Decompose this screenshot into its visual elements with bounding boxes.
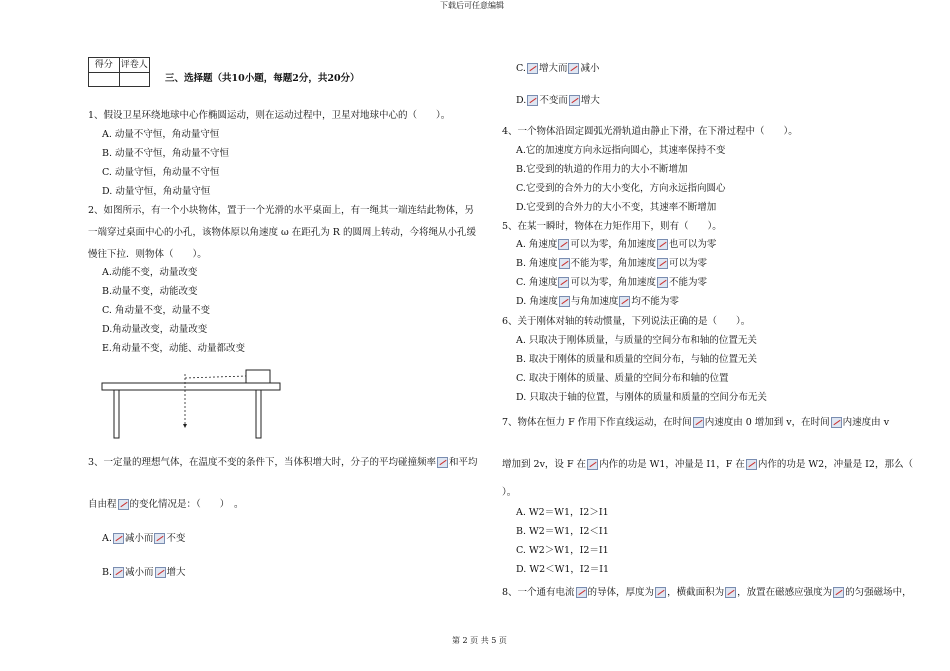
q4-option-d: D.它受到的合外力的大小不变，其速率不断增加 (516, 202, 717, 213)
score-box (88, 57, 150, 87)
q7-line3: ）。 (502, 487, 517, 498)
q3-option-a: A. 减小而 不变 (102, 533, 186, 544)
symbol-icon (527, 63, 538, 74)
area-symbol-icon (725, 587, 736, 598)
q2-stem-line2: 一端穿过桌面中心的小孔，该物体原以角速度 ω 在距孔为 R 的圆周上转动，今将绳从小孔缓 (88, 227, 476, 238)
q7-line2: 增加到 2v，设 F 在 内作的功是 W1，冲量是 I1，F 在 内作的功是 W2，冲量是 I2，那么（ (502, 459, 913, 470)
q7-option-c: C. W2＞W1，I2＝I1 (516, 545, 609, 556)
q6-option-c: C. 取决于刚体的质量、质量的空间分布和轴的位置 (516, 373, 729, 384)
q5-option-d: D. 角速度 与角加速度 均不能为零 (516, 296, 679, 307)
collision-frequency-symbol-icon (437, 457, 448, 468)
q6-option-d: D. 只取决于轴的位置，与刚体的质量和质量的空间分布无关 (516, 392, 767, 403)
q3-text-d: 的变化情况是：（ ） 。 (129, 499, 244, 510)
block-object (246, 370, 270, 383)
symbol-icon (568, 63, 579, 74)
q2-stem-line1: 2、如图所示，有一个小块物体，置于一个光滑的水平桌面上，有一绳其一端连结此物体，另 (88, 205, 475, 216)
symbol-icon (154, 533, 165, 544)
delta-t1-symbol-icon (587, 459, 598, 470)
symbol-icon (155, 567, 166, 578)
q1-option-a: A. 动量不守恒，角动量守恒 (102, 129, 220, 140)
table-leg-left (114, 390, 119, 438)
q5-option-c: C. 角速度 可以为零，角加速度 不能为零 (516, 277, 708, 288)
delta-t2-symbol-icon (746, 459, 757, 470)
omega-symbol-icon (558, 239, 569, 250)
symbol-icon (113, 533, 124, 544)
symbol-icon (527, 95, 538, 106)
symbol-icon (113, 567, 124, 578)
alpha-symbol-icon (657, 239, 668, 250)
q6-option-a: A. 只取决于刚体质量，与质量的空间分布和轴的位置无关 (516, 335, 757, 346)
symbol-icon (569, 95, 580, 106)
alpha-symbol-icon (619, 296, 630, 307)
q4-option-b: B.它受到的轨道的作用力的大小不断增加 (516, 164, 688, 175)
q2-stem-line3: 慢往下拉．则物体（ ）。 (88, 249, 207, 260)
q7-option-a: A. W2＝W1，I2＞I1 (516, 507, 609, 518)
q5-option-a: A. 角速度 可以为零，角加速度 也可以为零 (516, 239, 717, 250)
current-symbol-icon (576, 587, 587, 598)
alpha-symbol-icon (657, 277, 668, 288)
q7-option-b: B. W2＝W1，I2＜I1 (516, 526, 609, 537)
q2-option-e: E.角动量不变，动能、动量都改变 (102, 343, 245, 354)
pull-arrow (183, 424, 187, 428)
table-figure (98, 364, 283, 442)
q2-option-c: C. 角动量不变，动量不变 (102, 305, 210, 316)
q6-option-b: B. 取决于刚体的质量和质量的空间分布，与轴的位置无关 (516, 354, 758, 365)
q3-option-d: D. 不变而 增大 (516, 95, 600, 106)
top-note: 下载后可任意编辑 (440, 1, 504, 10)
page-number: 第 2 页 共 5 页 (452, 636, 507, 645)
q3-option-c: C. 增大而 减小 (516, 63, 600, 74)
omega-symbol-icon (558, 277, 569, 288)
thickness-symbol-icon (655, 587, 666, 598)
q4-option-a: A.它的加速度方向永远指向圆心，其速率保持不变 (516, 145, 726, 156)
q1-stem: 1、假设卫星环绕地球中心作椭圆运动，则在运动过程中，卫星对地球中心的（ ）。 (88, 110, 451, 121)
q3-text-b: 和平均 (449, 457, 478, 468)
q2-option-b: B.动量不变，动能改变 (102, 286, 198, 297)
q3-stem-line2 (88, 499, 244, 511)
q8-stem: 8、一个通有电流 的导体，厚度为 ，横截面积为 ，放置在磁感应强度为 的匀强磁场中， (502, 587, 912, 598)
q1-option-b: B. 动量不守恒，角动量不守恒 (102, 148, 230, 159)
section-title: 三、选择题（共10小题，每题2分，共20分） (165, 73, 360, 84)
table-top (102, 383, 280, 390)
alpha-symbol-icon (657, 258, 668, 269)
q7-line1: 7、物体在恒力 F 作用下作直线运动，在时间 内速度由 0 增加到 v，在时间 内速度由 v (502, 417, 890, 428)
q4-stem: 4、一个物体沿固定圆弧光滑轨道由静止下滑，在下滑过程中（ ）。 (502, 126, 798, 137)
score-label: 得分 (89, 58, 120, 72)
omega-symbol-icon (559, 296, 570, 307)
q4-option-c: C.它受到的合外力的大小变化，方向永远指向圆心 (516, 183, 726, 194)
q1-option-c: C. 动量守恒，角动量不守恒 (102, 167, 220, 178)
q5-option-b: B. 角速度 不能为零，角加速度 可以为零 (516, 258, 708, 269)
q2-option-d: D.角动量改变，动量改变 (102, 324, 208, 335)
q6-stem: 6、关于刚体对轴的转动惯量，下列说法正确的是（ ）。 (502, 316, 751, 327)
grader-cell (120, 73, 150, 87)
q3-option-b: B. 减小而 增大 (102, 567, 186, 578)
q3-stem-line1 (88, 457, 478, 469)
q3-text-a: 3、一定量的理想气体，在温度不变的条件下，当体积增大时，分子的平均碰撞频率 (88, 457, 437, 468)
delta-t2-symbol-icon (831, 417, 842, 428)
delta-t1-symbol-icon (693, 417, 704, 428)
score-cell (89, 73, 120, 87)
magnetic-field-symbol-icon (833, 587, 844, 598)
q7-option-d: D. W2＜W1，I2＝I1 (516, 564, 610, 575)
table-leg-right (256, 390, 261, 438)
q5-stem: 5、在某一瞬时，物体在力矩作用下，则有（ ）。 (502, 221, 722, 232)
q1-option-d: D. 动量守恒，角动量守恒 (102, 186, 211, 197)
omega-symbol-icon (559, 258, 570, 269)
q2-option-a: A.动能不变，动量改变 (102, 267, 198, 278)
grader-label: 评卷人 (120, 60, 148, 70)
q3-text-c: 自由程 (88, 499, 117, 510)
mean-free-path-symbol-icon (118, 499, 129, 510)
rope-line (185, 376, 246, 378)
